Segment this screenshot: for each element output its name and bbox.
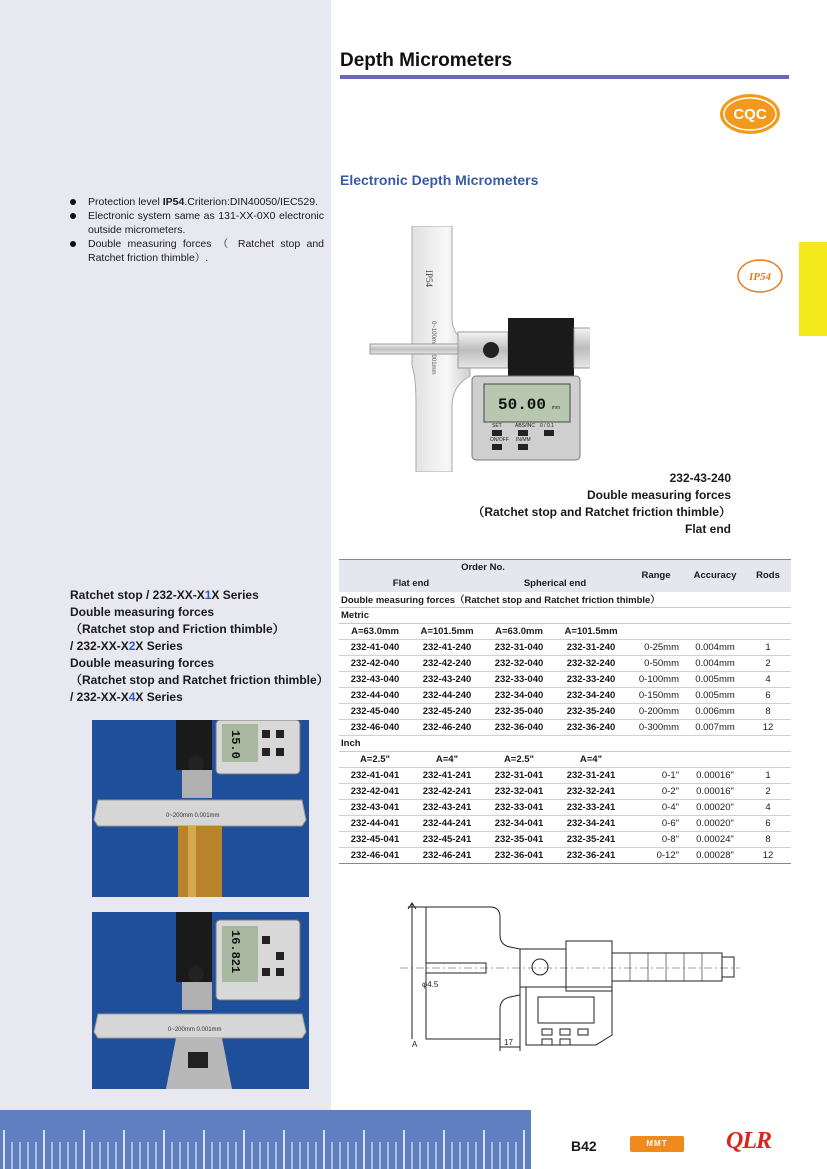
cell-order-no: 232-31-041	[483, 768, 555, 784]
cell-order-no: 232-46-041	[339, 848, 411, 864]
cell-order-no: 232-46-241	[411, 848, 483, 864]
table-row	[339, 720, 791, 736]
table-row	[339, 704, 791, 720]
qlr-logo: QLR	[726, 1128, 771, 1154]
usage-photo-2	[92, 912, 309, 1089]
series-line: / 232-XX-X4X Series	[70, 690, 183, 704]
cell-order-no: 232-35-241	[555, 832, 627, 848]
cell-accuracy: 0.007mm	[685, 720, 745, 736]
cell-order-no: 232-42-040	[339, 656, 411, 672]
cell-accuracy: 0.005mm	[685, 688, 745, 704]
cell-rods: 8	[745, 704, 791, 720]
series-line: Double measuring forces	[70, 656, 215, 670]
cell-order-no: 232-41-241	[411, 768, 483, 784]
cell-order-no: 232-46-040	[339, 720, 411, 736]
cell-rods: 6	[745, 816, 791, 832]
product-photo	[360, 226, 590, 472]
col-subheader: A=4"	[411, 752, 483, 768]
cell-rods: 6	[745, 688, 791, 704]
mmt-logo: MMT	[630, 1136, 684, 1152]
cell-accuracy: 0.005mm	[685, 672, 745, 688]
cell-rods: 2	[745, 784, 791, 800]
cell-order-no: 232-36-040	[483, 720, 555, 736]
title-rule	[340, 75, 789, 79]
table-row	[339, 640, 791, 656]
inch-label: Inch	[339, 736, 791, 752]
cell-order-no: 232-32-040	[483, 656, 555, 672]
cell-order-no: 232-34-241	[555, 816, 627, 832]
cell-order-no: 232-36-240	[555, 720, 627, 736]
cell-order-no: 232-31-241	[555, 768, 627, 784]
cell-order-no: 232-45-241	[411, 832, 483, 848]
dim-rod-dia: φ4.5	[422, 980, 439, 989]
cell-accuracy: 0.00016"	[685, 768, 745, 784]
section-subtitle: Electronic Depth Micrometers	[340, 172, 539, 188]
dim-a: A	[412, 1040, 418, 1049]
svg-text:ABS/INC: ABS/INC	[515, 423, 536, 429]
cell-accuracy: 0.00028"	[685, 848, 745, 864]
series-list	[70, 587, 329, 706]
feature-item: Electronic system same as 131-XX-0X0 electronic outside micrometers.	[70, 209, 324, 237]
ip54-badge	[736, 258, 784, 294]
th-accuracy: Accuracy	[685, 560, 745, 592]
side-tab	[799, 242, 827, 336]
cell-order-no: 232-35-040	[483, 704, 555, 720]
dim-17: 17	[504, 1038, 513, 1047]
cell-order-no: 232-42-041	[339, 784, 411, 800]
spec-table	[339, 559, 791, 864]
cell-accuracy: 0.006mm	[685, 704, 745, 720]
cell-order-no: 232-41-240	[411, 640, 483, 656]
cell-order-no: 232-34-040	[483, 688, 555, 704]
cell-order-no: 232-46-240	[411, 720, 483, 736]
col-subheader: A=101.5mm	[411, 624, 483, 640]
th-order-no: Order No.	[339, 560, 627, 576]
caption-model: 232-43-240	[669, 471, 731, 485]
page-number: B42	[571, 1138, 597, 1154]
ruler-strip	[0, 1110, 531, 1169]
cell-order-no: 232-43-241	[411, 800, 483, 816]
dmf-note: Double measuring forces（Ratchet stop and Ratchet friction thimble）	[339, 592, 791, 608]
th-flat-end: Flat end	[339, 576, 483, 592]
cell-order-no: 232-31-240	[555, 640, 627, 656]
th-spherical-end: Spherical end	[483, 576, 627, 592]
table-row	[339, 768, 791, 784]
series-line: / 232-XX-X2X Series	[70, 639, 183, 653]
svg-text:0 / 0.1: 0 / 0.1	[540, 423, 554, 429]
cell-accuracy: 0.00020"	[685, 800, 745, 816]
cell-order-no: 232-32-240	[555, 656, 627, 672]
cell-accuracy: 0.00024"	[685, 832, 745, 848]
cell-order-no: 232-45-041	[339, 832, 411, 848]
cell-order-no: 232-45-040	[339, 704, 411, 720]
feature-list	[70, 195, 324, 265]
cell-accuracy: 0.00020"	[685, 816, 745, 832]
svg-text:16.821: 16.821	[228, 930, 242, 974]
cell-order-no: 232-43-040	[339, 672, 411, 688]
cell-range: 0-12"	[627, 848, 685, 864]
cell-order-no: 232-43-041	[339, 800, 411, 816]
display-value: 50.00	[497, 396, 546, 414]
cell-range: 0-50mm	[627, 656, 685, 672]
table-row	[339, 688, 791, 704]
cell-order-no: 232-44-241	[411, 816, 483, 832]
caption-line: Flat end	[684, 522, 731, 536]
svg-text:IP54: IP54	[424, 270, 434, 288]
cell-range: 0-1"	[627, 768, 685, 784]
cell-order-no: 232-36-241	[555, 848, 627, 864]
svg-text:15.0: 15.0	[228, 730, 242, 759]
cell-range: 0-25mm	[627, 640, 685, 656]
metric-label: Metric	[339, 608, 791, 624]
svg-text:0~200mm 0.001mm: 0~200mm 0.001mm	[166, 813, 220, 819]
feature-item: Protection level IP54.Criterion:DIN40050/IEC529.	[70, 195, 324, 209]
cell-order-no: 232-41-040	[339, 640, 411, 656]
cell-order-no: 232-45-240	[411, 704, 483, 720]
cell-range: 0-100mm	[627, 672, 685, 688]
svg-text:SET: SET	[492, 423, 502, 429]
svg-text:IP54: IP54	[749, 271, 771, 283]
cell-rods: 2	[745, 656, 791, 672]
caption-line: （Ratchet stop and Ratchet friction thimble）	[472, 505, 731, 519]
feature-item: Double measuring forces （ Ratchet stop and Ratchet friction thimble）.	[70, 237, 324, 265]
cell-range: 0-300mm	[627, 720, 685, 736]
cell-order-no: 232-31-040	[483, 640, 555, 656]
col-subheader: A=2.5"	[339, 752, 411, 768]
cell-range: 0-4"	[627, 800, 685, 816]
cell-order-no: 232-35-041	[483, 832, 555, 848]
th-rods: Rods	[745, 560, 791, 592]
col-subheader: A=63.0mm	[483, 624, 555, 640]
table-row	[339, 832, 791, 848]
cell-accuracy: 0.004mm	[685, 640, 745, 656]
table-row	[339, 656, 791, 672]
cell-accuracy: 0.00016"	[685, 784, 745, 800]
table-row	[339, 816, 791, 832]
cell-range: 0-150mm	[627, 688, 685, 704]
col-subheader: A=4"	[555, 752, 627, 768]
cell-order-no: 232-33-240	[555, 672, 627, 688]
cell-order-no: 232-36-041	[483, 848, 555, 864]
cell-rods: 1	[745, 640, 791, 656]
cell-order-no: 232-43-240	[411, 672, 483, 688]
series-line: Double measuring forces	[70, 605, 215, 619]
cell-range: 0-2"	[627, 784, 685, 800]
cell-accuracy: 0.004mm	[685, 656, 745, 672]
cell-rods: 8	[745, 832, 791, 848]
table-row	[339, 800, 791, 816]
cell-order-no: 232-33-040	[483, 672, 555, 688]
series-line: （Ratchet stop and Friction thimble）	[70, 622, 285, 636]
cell-rods: 1	[745, 768, 791, 784]
cell-order-no: 232-44-041	[339, 816, 411, 832]
col-subheader: A=101.5mm	[555, 624, 627, 640]
product-caption	[472, 470, 731, 538]
table-row	[339, 672, 791, 688]
svg-text:ON/OFF: ON/OFF	[490, 437, 509, 443]
th-range: Range	[627, 560, 685, 592]
page-title: Depth Micrometers	[340, 50, 513, 71]
table-row	[339, 848, 791, 864]
cell-rods: 12	[745, 848, 791, 864]
svg-text:0~200mm 0.001mm: 0~200mm 0.001mm	[168, 1027, 222, 1033]
cell-order-no: 232-34-041	[483, 816, 555, 832]
usage-photo-1	[92, 720, 309, 897]
cell-order-no: 232-44-040	[339, 688, 411, 704]
svg-text:IN/MM: IN/MM	[516, 437, 531, 443]
series-line: （Ratchet stop and Ratchet friction thimble）	[70, 673, 329, 687]
svg-text:mm: mm	[551, 405, 560, 411]
cell-rods: 4	[745, 672, 791, 688]
cell-range: 0-8"	[627, 832, 685, 848]
cell-rods: 12	[745, 720, 791, 736]
cell-order-no: 232-34-240	[555, 688, 627, 704]
caption-line: Double measuring forces	[586, 488, 731, 502]
cqc-logo	[718, 92, 782, 136]
cell-order-no: 232-42-241	[411, 784, 483, 800]
cell-rods: 4	[745, 800, 791, 816]
cell-order-no: 232-35-240	[555, 704, 627, 720]
ruler-ticks	[0, 1110, 531, 1169]
col-subheader: A=2.5"	[483, 752, 555, 768]
series-line: Ratchet stop / 232-XX-X1X Series	[70, 588, 259, 602]
cell-order-no: 232-32-041	[483, 784, 555, 800]
cell-range: 0-6"	[627, 816, 685, 832]
cell-order-no: 232-42-240	[411, 656, 483, 672]
cell-range: 0-200mm	[627, 704, 685, 720]
cell-order-no: 232-33-041	[483, 800, 555, 816]
col-subheader: A=63.0mm	[339, 624, 411, 640]
cell-order-no: 232-41-041	[339, 768, 411, 784]
cqc-logo-text: CQC	[733, 106, 767, 123]
table-row	[339, 784, 791, 800]
technical-drawing	[400, 895, 750, 1055]
cell-order-no: 232-33-241	[555, 800, 627, 816]
cell-order-no: 232-44-240	[411, 688, 483, 704]
cell-order-no: 232-32-241	[555, 784, 627, 800]
